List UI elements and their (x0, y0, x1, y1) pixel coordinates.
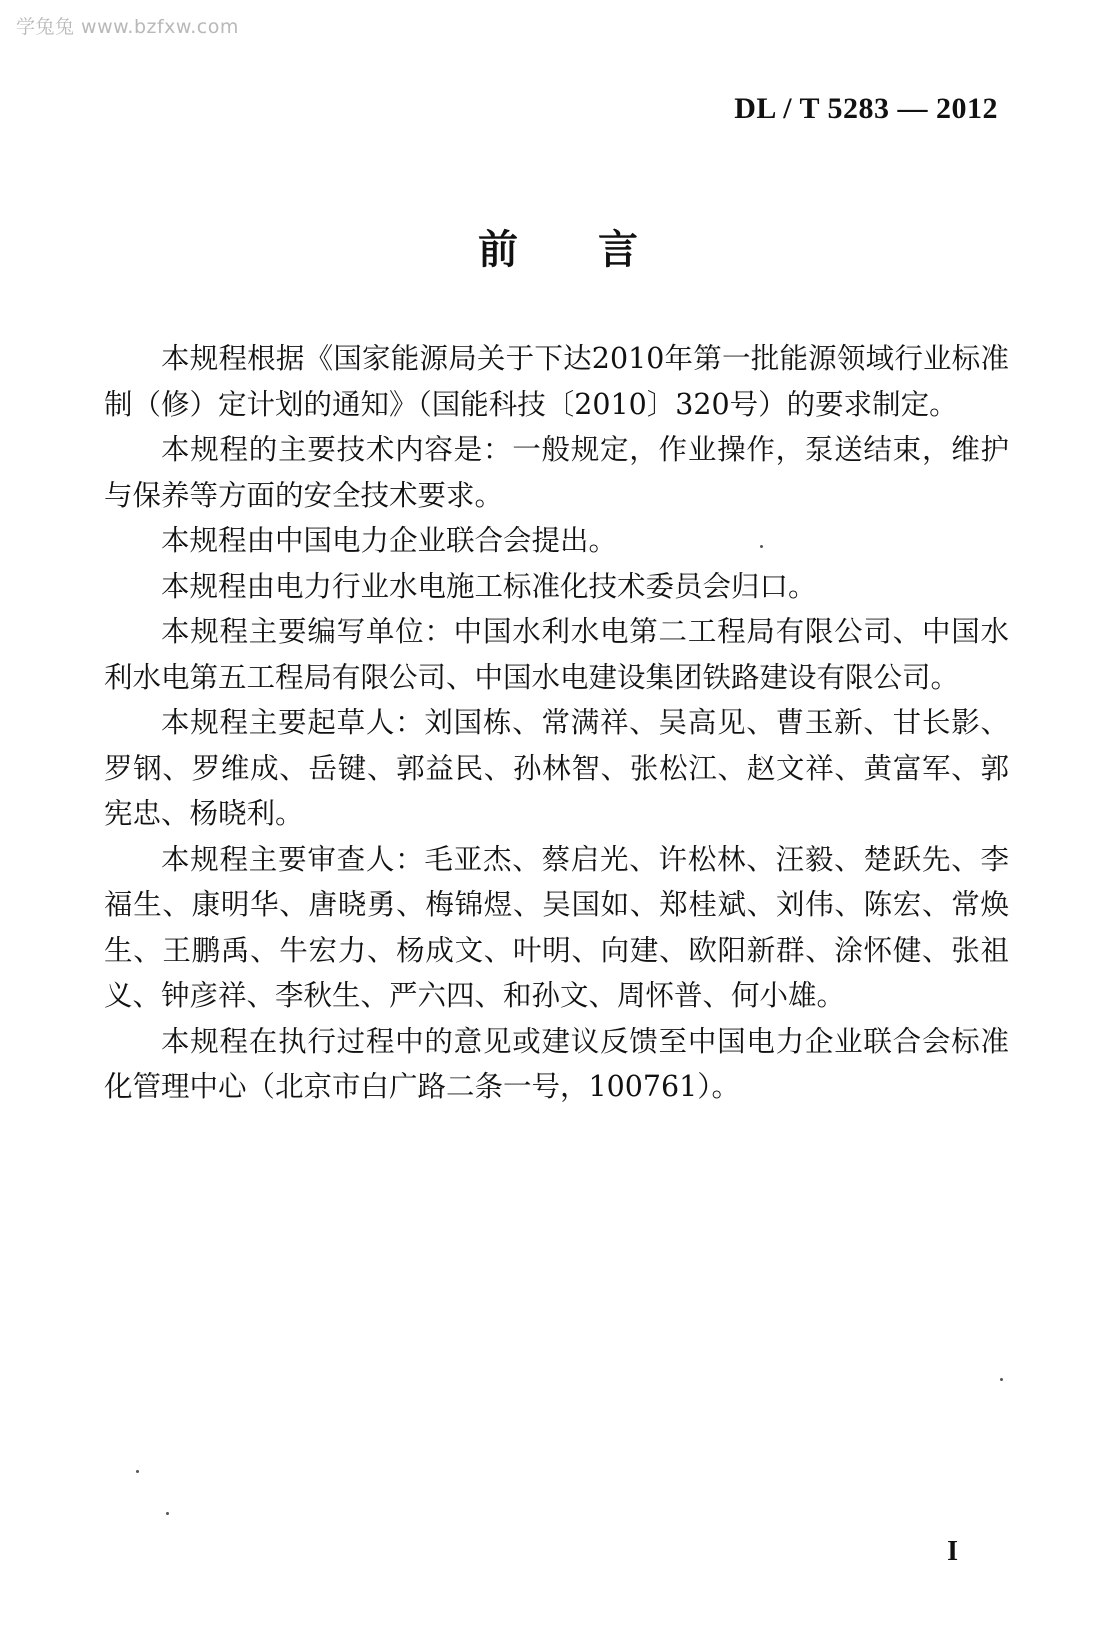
paragraph-main-content: 本规程的主要技术内容是：一般规定，作业操作，泵送结束，维护与保养等方面的安全技术要求。 (104, 433, 1009, 512)
scan-speck (1000, 1378, 1003, 1381)
paragraph-basis: 本规程根据《国家能源局关于下达2010年第一批能源领域行业标准制（修）定计划的通知》（国能科技〔2010〕320号）的要求制定。 (104, 342, 1009, 421)
page-number: I (947, 1536, 958, 1567)
paragraph-reviewers: 本规程主要审查人：毛亚杰、蔡启光、许松林、汪毅、楚跃先、李福生、康明华、唐晓勇、梅锦煜、吴国如、郑桂斌、刘伟、陈宏、常焕生、王鹏禹、牛宏力、杨成文、叶明、向建、欧阳新群、涂怀健、张祖义、钟彦祥、李秋生、严六四、和孙文、周怀普、何小雄。 (104, 842, 1009, 1012)
paragraph-drafters: 本规程主要起草人：刘国栋、常满祥、吴高见、曹玉新、甘长影、罗钢、罗维成、岳键、郭益民、孙林智、张松江、赵文祥、黄富军、郭宪忠、杨晓利。 (104, 706, 1009, 830)
scan-speck (760, 545, 763, 548)
watermark-text: 学兔兔 www.bzfxw.com (16, 16, 239, 38)
scan-speck (166, 1512, 169, 1515)
scan-speck (136, 1470, 139, 1473)
page-title: 前言 (478, 226, 718, 273)
paragraph-proposer: 本规程由中国电力企业联合会提出。 (161, 524, 618, 557)
standard-code: DL / T 5283 — 2012 (734, 92, 998, 125)
foreword-body (104, 336, 1009, 1110)
paragraph-administrator: 本规程由电力行业水电施工标准化技术委员会归口。 (161, 569, 817, 603)
paragraph-feedback: 本规程在执行过程中的意见或建议反馈至中国电力企业联合会标准化管理中心（北京市白广路二条一号，100761）。 (104, 1024, 1009, 1103)
paragraph-drafting-units: 本规程主要编写单位：中国水利水电第二工程局有限公司、中国水利水电第五工程局有限公司、中国水电建设集团铁路建设有限公司。 (104, 615, 1009, 694)
